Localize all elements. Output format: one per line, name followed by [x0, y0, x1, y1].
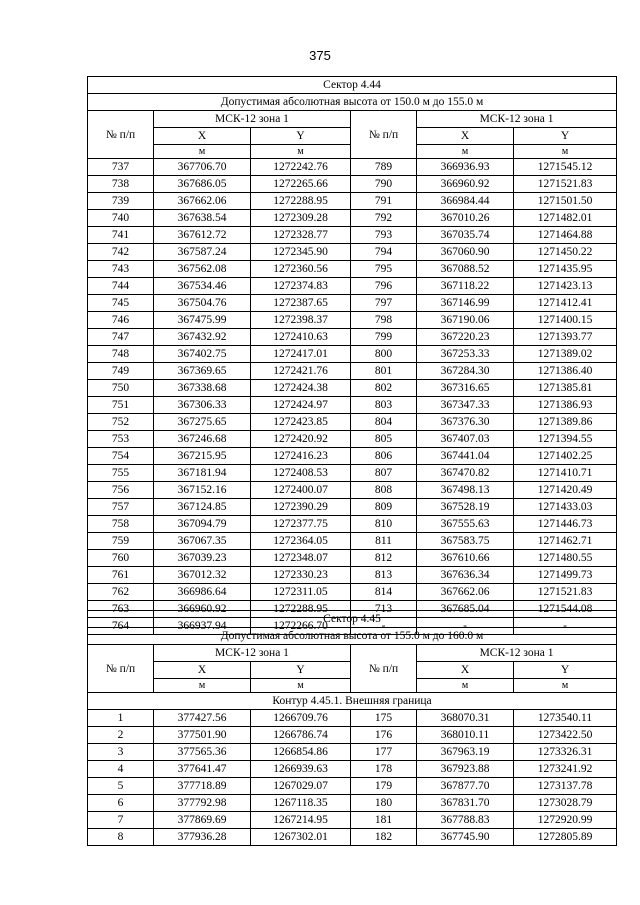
coord-y: 1271412.41 — [514, 295, 617, 312]
table-row — [88, 516, 617, 533]
coord-y: 1272424.38 — [251, 380, 351, 397]
point-number: 789 — [351, 159, 417, 176]
coord-x: 367686.05 — [154, 176, 251, 193]
point-number: 803 — [351, 397, 417, 414]
coord-y: 1272311.05 — [251, 584, 351, 601]
point-number: 739 — [88, 193, 154, 210]
point-number: 760 — [88, 550, 154, 567]
coord-y: 1271521.83 — [514, 584, 617, 601]
unit-label: м — [251, 145, 351, 159]
table-row — [88, 159, 617, 176]
coord-y: 1272374.83 — [251, 278, 351, 295]
point-number: 180 — [351, 795, 417, 812]
coord-x: 367583.75 — [417, 533, 514, 550]
coord-y: 1271402.25 — [514, 448, 617, 465]
coord-y: 1272420.92 — [251, 431, 351, 448]
coord-x: 367067.35 — [154, 533, 251, 550]
coord-y: 1271446.73 — [514, 516, 617, 533]
point-number: 804 — [351, 414, 417, 431]
point-number: 809 — [351, 499, 417, 516]
point-number: - — [351, 618, 417, 635]
point-number: 755 — [88, 465, 154, 482]
sector-4-44-table — [87, 76, 617, 635]
coord-x: 367146.99 — [417, 295, 514, 312]
coord-y: 1271386.93 — [514, 397, 617, 414]
coord-x: 367338.68 — [154, 380, 251, 397]
point-number: 7 — [88, 812, 154, 829]
coord-x: 367094.79 — [154, 516, 251, 533]
coord-x: 367190.06 — [417, 312, 514, 329]
coord-y: 1271435.95 — [514, 261, 617, 278]
point-number: 745 — [88, 295, 154, 312]
coord-x: 366960.92 — [154, 601, 251, 618]
coord-y: 1272390.29 — [251, 499, 351, 516]
coord-x: 366937.94 — [154, 618, 251, 635]
coord-y: 1267302.01 — [251, 829, 351, 846]
zone-header-left: МСК-12 зона 1 — [154, 645, 351, 662]
coord-y: 1272805.89 — [514, 829, 617, 846]
coord-x: 367246.68 — [154, 431, 251, 448]
coord-y: 1272410.63 — [251, 329, 351, 346]
point-number: 737 — [88, 159, 154, 176]
point-number: 813 — [351, 567, 417, 584]
coord-y: 1272288.95 — [251, 193, 351, 210]
point-number: 814 — [351, 584, 417, 601]
y-header: Y — [251, 128, 351, 145]
coord-x: 367685.04 — [417, 601, 514, 618]
sector-title: Сектор 4.45 — [88, 611, 617, 628]
coord-x: 367010.26 — [417, 210, 514, 227]
coord-x: 367376.30 — [417, 414, 514, 431]
sector-4-44-rows — [88, 159, 617, 635]
point-number: 761 — [88, 567, 154, 584]
coord-y: 1271433.03 — [514, 499, 617, 516]
altitude-range: Допустимая абсолютная высота от 150.0 м до 155.0 м — [88, 94, 617, 111]
coord-y: 1272920.99 — [514, 812, 617, 829]
point-number: 748 — [88, 346, 154, 363]
coord-x: 367788.83 — [417, 812, 514, 829]
coord-y: 1272400.07 — [251, 482, 351, 499]
coord-x: 366984.44 — [417, 193, 514, 210]
point-number: 744 — [88, 278, 154, 295]
point-number: 740 — [88, 210, 154, 227]
coord-y: 1267214.95 — [251, 812, 351, 829]
point-number: 799 — [351, 329, 417, 346]
point-number: 798 — [351, 312, 417, 329]
coord-y: 1271545.12 — [514, 159, 617, 176]
coord-x: 367441.04 — [417, 448, 514, 465]
coord-y: 1272377.75 — [251, 516, 351, 533]
coord-x: 367963.19 — [417, 744, 514, 761]
coord-x: 367215.95 — [154, 448, 251, 465]
coord-y: 1271389.86 — [514, 414, 617, 431]
point-number: 758 — [88, 516, 154, 533]
point-number: 4 — [88, 761, 154, 778]
coord-y: 1272398.37 — [251, 312, 351, 329]
coord-x: 367587.24 — [154, 244, 251, 261]
coord-x: - — [417, 618, 514, 635]
sector-title: Сектор 4.44 — [88, 77, 617, 94]
table-row — [88, 176, 617, 193]
coord-x: 367253.33 — [417, 346, 514, 363]
coord-y: 1271501.50 — [514, 193, 617, 210]
table-row — [88, 778, 617, 795]
unit-label: м — [154, 145, 251, 159]
point-number: 181 — [351, 812, 417, 829]
coord-y: 1271389.02 — [514, 346, 617, 363]
table-row — [88, 210, 617, 227]
coord-y: 1272408.53 — [251, 465, 351, 482]
coord-x: 367124.85 — [154, 499, 251, 516]
y-header: Y — [514, 662, 617, 679]
point-number: 762 — [88, 584, 154, 601]
zone-header-right: МСК-12 зона 1 — [417, 111, 617, 128]
coord-x: 367035.74 — [417, 227, 514, 244]
table-row — [88, 431, 617, 448]
coord-x: 377792.98 — [154, 795, 251, 812]
coord-y: - — [514, 618, 617, 635]
point-number: 713 — [351, 601, 417, 618]
coord-y: 1272242.76 — [251, 159, 351, 176]
point-number: 802 — [351, 380, 417, 397]
col-num-header: № п/п — [88, 111, 154, 159]
coord-y: 1271393.77 — [514, 329, 617, 346]
coord-x: 367181.94 — [154, 465, 251, 482]
point-number: 805 — [351, 431, 417, 448]
coord-x: 367060.90 — [417, 244, 514, 261]
coord-x: 367347.33 — [417, 397, 514, 414]
coord-x: 367555.63 — [417, 516, 514, 533]
coord-y: 1271385.81 — [514, 380, 617, 397]
coord-x: 367088.52 — [417, 261, 514, 278]
table-row — [88, 812, 617, 829]
table-row — [88, 295, 617, 312]
coord-x: 377427.56 — [154, 710, 251, 727]
coord-y: 1272348.07 — [251, 550, 351, 567]
coord-y: 1272364.05 — [251, 533, 351, 550]
table-row — [88, 448, 617, 465]
point-number: 747 — [88, 329, 154, 346]
coord-x: 367306.33 — [154, 397, 251, 414]
point-number: 759 — [88, 533, 154, 550]
table-row — [88, 346, 617, 363]
coord-x: 367612.72 — [154, 227, 251, 244]
point-number: 179 — [351, 778, 417, 795]
coord-x: 367369.65 — [154, 363, 251, 380]
point-number: 806 — [351, 448, 417, 465]
coord-x: 377936.28 — [154, 829, 251, 846]
point-number: 746 — [88, 312, 154, 329]
sector-4-45-table — [87, 610, 617, 846]
coord-x: 367432.92 — [154, 329, 251, 346]
point-number: 3 — [88, 744, 154, 761]
col-num-header: № п/п — [88, 645, 154, 693]
coord-x: 377565.36 — [154, 744, 251, 761]
coord-x: 377501.90 — [154, 727, 251, 744]
point-number: 796 — [351, 278, 417, 295]
coord-y: 1272330.23 — [251, 567, 351, 584]
table-row — [88, 533, 617, 550]
point-number: 811 — [351, 533, 417, 550]
coord-y: 1271410.71 — [514, 465, 617, 482]
table-row — [88, 363, 617, 380]
point-number: 6 — [88, 795, 154, 812]
page-number: 375 — [309, 48, 331, 63]
coord-x: 367275.65 — [154, 414, 251, 431]
col-num-header: № п/п — [351, 111, 417, 159]
table-row — [88, 744, 617, 761]
zone-header-left: МСК-12 зона 1 — [154, 111, 351, 128]
point-number: 182 — [351, 829, 417, 846]
coord-x: 366936.93 — [417, 159, 514, 176]
coord-y: 1271544.08 — [514, 601, 617, 618]
table-row — [88, 278, 617, 295]
coord-y: 1267118.35 — [251, 795, 351, 812]
coord-y: 1272345.90 — [251, 244, 351, 261]
point-number: 808 — [351, 482, 417, 499]
point-number: 790 — [351, 176, 417, 193]
point-number: 754 — [88, 448, 154, 465]
point-number: 1 — [88, 710, 154, 727]
point-number: 757 — [88, 499, 154, 516]
table-row — [88, 329, 617, 346]
coord-x: 368010.11 — [417, 727, 514, 744]
altitude-range: Допустимая абсолютная высота от 155.0 м до 160.0 м — [88, 628, 617, 645]
coord-x: 367534.46 — [154, 278, 251, 295]
coord-y: 1272417.01 — [251, 346, 351, 363]
table-row — [88, 795, 617, 812]
point-number: 175 — [351, 710, 417, 727]
coord-x: 367470.82 — [417, 465, 514, 482]
coord-y: 1272421.76 — [251, 363, 351, 380]
point-number: 807 — [351, 465, 417, 482]
coord-x: 377641.47 — [154, 761, 251, 778]
point-number: 750 — [88, 380, 154, 397]
coord-y: 1272416.23 — [251, 448, 351, 465]
coord-y: 1271394.55 — [514, 431, 617, 448]
point-number: 791 — [351, 193, 417, 210]
point-number: 752 — [88, 414, 154, 431]
coord-y: 1272387.65 — [251, 295, 351, 312]
coord-y: 1272266.70 — [251, 618, 351, 635]
table-row — [88, 710, 617, 727]
point-number: 753 — [88, 431, 154, 448]
coord-y: 1272423.85 — [251, 414, 351, 431]
table-row — [88, 244, 617, 261]
point-number: 749 — [88, 363, 154, 380]
point-number: 797 — [351, 295, 417, 312]
point-number: 763 — [88, 601, 154, 618]
coord-y: 1272309.28 — [251, 210, 351, 227]
coord-x: 367831.70 — [417, 795, 514, 812]
coord-x: 367504.76 — [154, 295, 251, 312]
coord-x: 368070.31 — [417, 710, 514, 727]
coord-y: 1273241.92 — [514, 761, 617, 778]
table-row — [88, 193, 617, 210]
coord-y: 1271462.71 — [514, 533, 617, 550]
table-row — [88, 227, 617, 244]
point-number: 751 — [88, 397, 154, 414]
x-header: X — [417, 662, 514, 679]
coord-x: 366986.64 — [154, 584, 251, 601]
coord-x: 367220.23 — [417, 329, 514, 346]
coord-x: 367877.70 — [417, 778, 514, 795]
point-number: 178 — [351, 761, 417, 778]
coord-y: 1271464.88 — [514, 227, 617, 244]
table-row — [88, 261, 617, 278]
point-number: 801 — [351, 363, 417, 380]
point-number: 743 — [88, 261, 154, 278]
point-number: 5 — [88, 778, 154, 795]
coord-x: 367284.30 — [417, 363, 514, 380]
coord-y: 1271420.49 — [514, 482, 617, 499]
point-number: 176 — [351, 727, 417, 744]
x-header: X — [154, 128, 251, 145]
coord-y: 1272360.56 — [251, 261, 351, 278]
point-number: 794 — [351, 244, 417, 261]
coord-y: 1273422.50 — [514, 727, 617, 744]
point-number: 742 — [88, 244, 154, 261]
coord-x: 367636.34 — [417, 567, 514, 584]
coord-x: 367923.88 — [417, 761, 514, 778]
unit-label: м — [514, 679, 617, 693]
coord-y: 1266939.63 — [251, 761, 351, 778]
contour-title: Контур 4.45.1. Внешняя граница — [88, 693, 617, 710]
coord-y: 1271400.15 — [514, 312, 617, 329]
sector-4-45-rows — [88, 710, 617, 846]
coord-x: 367610.66 — [417, 550, 514, 567]
coord-y: 1272424.97 — [251, 397, 351, 414]
point-number: 792 — [351, 210, 417, 227]
coord-x: 367638.54 — [154, 210, 251, 227]
coord-y: 1266854.86 — [251, 744, 351, 761]
x-header: X — [417, 128, 514, 145]
unit-label: м — [417, 145, 514, 159]
coord-x: 367152.16 — [154, 482, 251, 499]
coord-y: 1271482.01 — [514, 210, 617, 227]
point-number: 793 — [351, 227, 417, 244]
table-row — [88, 380, 617, 397]
coord-y: 1272288.95 — [251, 601, 351, 618]
coord-x: 367039.23 — [154, 550, 251, 567]
point-number: 800 — [351, 346, 417, 363]
point-number: 738 — [88, 176, 154, 193]
coord-x: 367012.32 — [154, 567, 251, 584]
table-row — [88, 829, 617, 846]
y-header: Y — [251, 662, 351, 679]
coord-y: 1266786.74 — [251, 727, 351, 744]
coord-y: 1272328.77 — [251, 227, 351, 244]
point-number: 756 — [88, 482, 154, 499]
coord-y: 1267029.07 — [251, 778, 351, 795]
coord-y: 1271521.83 — [514, 176, 617, 193]
coord-x: 367662.06 — [154, 193, 251, 210]
coord-x: 367745.90 — [417, 829, 514, 846]
point-number: 764 — [88, 618, 154, 635]
y-header: Y — [514, 128, 617, 145]
col-num-header: № п/п — [351, 645, 417, 693]
coord-y: 1273028.79 — [514, 795, 617, 812]
coord-y: 1266709.76 — [251, 710, 351, 727]
coord-y: 1271480.55 — [514, 550, 617, 567]
x-header: X — [154, 662, 251, 679]
coord-x: 367475.99 — [154, 312, 251, 329]
point-number: 2 — [88, 727, 154, 744]
coord-y: 1273137.78 — [514, 778, 617, 795]
coord-x: 367118.22 — [417, 278, 514, 295]
coord-y: 1271423.13 — [514, 278, 617, 295]
coord-y: 1271450.22 — [514, 244, 617, 261]
point-number: 795 — [351, 261, 417, 278]
zone-header-right: МСК-12 зона 1 — [417, 645, 617, 662]
unit-label: м — [154, 679, 251, 693]
coord-x: 367407.03 — [417, 431, 514, 448]
coord-x: 367402.75 — [154, 346, 251, 363]
table-row — [88, 465, 617, 482]
coord-y: 1273326.31 — [514, 744, 617, 761]
table-row — [88, 482, 617, 499]
coord-x: 367316.65 — [417, 380, 514, 397]
coord-x: 367706.70 — [154, 159, 251, 176]
point-number: 177 — [351, 744, 417, 761]
coord-y: 1272265.66 — [251, 176, 351, 193]
table-row — [88, 567, 617, 584]
coord-y: 1271499.73 — [514, 567, 617, 584]
coord-x: 367662.06 — [417, 584, 514, 601]
table-row — [88, 499, 617, 516]
point-number: 812 — [351, 550, 417, 567]
unit-label: м — [251, 679, 351, 693]
coord-x: 367528.19 — [417, 499, 514, 516]
table-row — [88, 397, 617, 414]
coord-x: 377869.69 — [154, 812, 251, 829]
coord-y: 1273540.11 — [514, 710, 617, 727]
table-row — [88, 414, 617, 431]
coord-x: 367562.08 — [154, 261, 251, 278]
point-number: 810 — [351, 516, 417, 533]
coord-x: 367498.13 — [417, 482, 514, 499]
table-row — [88, 550, 617, 567]
table-row — [88, 312, 617, 329]
point-number: 8 — [88, 829, 154, 846]
point-number: 741 — [88, 227, 154, 244]
table-row — [88, 761, 617, 778]
table-row — [88, 727, 617, 744]
unit-label: м — [514, 145, 617, 159]
coord-x: 366960.92 — [417, 176, 514, 193]
table-row — [88, 584, 617, 601]
coord-y: 1271386.40 — [514, 363, 617, 380]
coord-x: 377718.89 — [154, 778, 251, 795]
unit-label: м — [417, 679, 514, 693]
